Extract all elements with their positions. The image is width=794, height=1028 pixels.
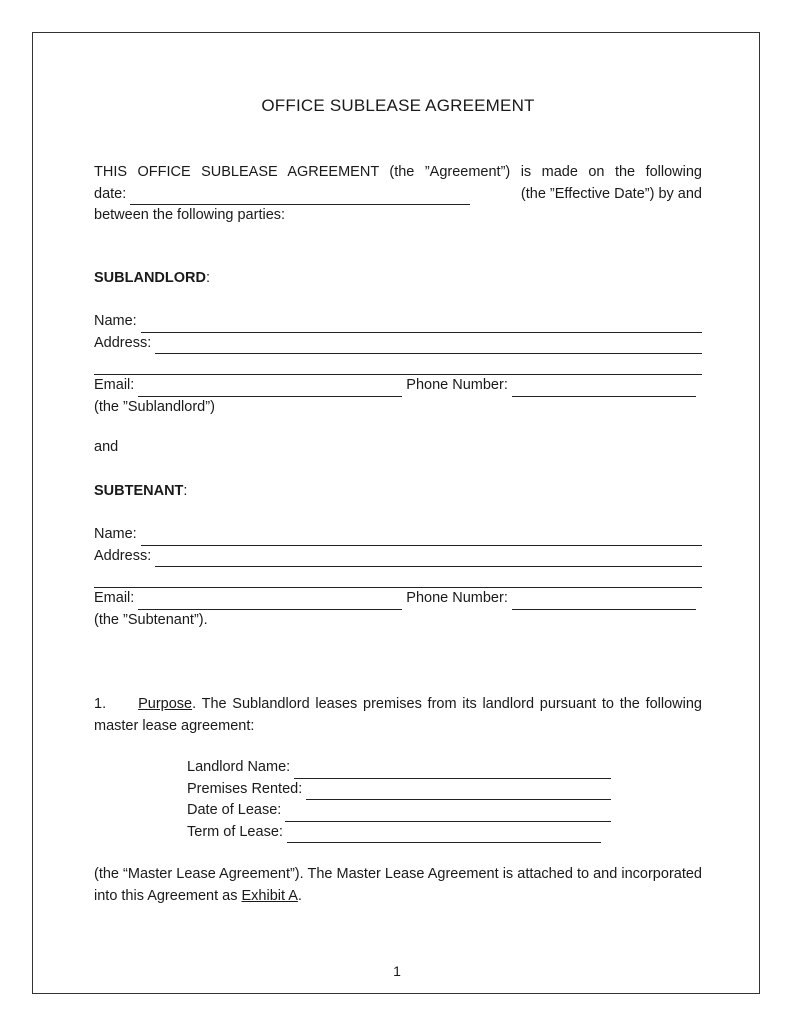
sublandlord-defined-as: (the ”Sublandlord”) <box>94 398 215 415</box>
section-1-number: 1. <box>94 696 107 712</box>
subtenant-heading-colon: : <box>183 483 188 499</box>
subtenant-name-row <box>94 524 702 546</box>
section-1-heading: Purpose <box>138 696 193 712</box>
sublandlord-name-row <box>94 311 702 333</box>
sublandlord-heading-text: SUBLANDLORD <box>94 270 206 286</box>
sublandlord-phone-label: Phone Number: <box>406 377 508 393</box>
intro-paragraph <box>94 162 702 227</box>
subtenant-heading <box>94 481 702 503</box>
premises-rented-label: Premises Rented: <box>187 780 303 797</box>
term-of-lease-field[interactable] <box>287 827 601 843</box>
subtenant-defined-as: (the ”Subtenant”). <box>94 611 208 628</box>
sublandlord-address-label: Address: <box>94 334 152 351</box>
sublandlord-email-field[interactable] <box>138 381 402 397</box>
premises-rented-row <box>187 779 617 801</box>
intro-line-2 <box>94 184 702 206</box>
intro-line-3: between the following parties: <box>94 207 286 223</box>
intro-line-1: THIS OFFICE SUBLEASE AGREEMENT (the ”Agreement”) is made on the following <box>94 164 702 180</box>
sublandlord-contact-row <box>94 375 702 397</box>
subtenant-contact-row <box>94 588 702 610</box>
sublandlord-email-label: Email: <box>94 377 135 393</box>
subtenant-fields <box>94 524 702 631</box>
sublandlord-heading-colon: : <box>205 270 210 286</box>
section-1-text: . The Sublandlord leases premises from its landlord pursuant to the following master lease agreement: <box>94 696 702 734</box>
sublandlord-address-field-2[interactable] <box>94 360 702 375</box>
sublandlord-name-field[interactable] <box>141 317 702 333</box>
document-page <box>32 32 760 994</box>
premises-rented-field[interactable] <box>306 784 611 800</box>
landlord-name-label: Landlord Name: <box>187 759 291 775</box>
effective-date-label: date: <box>94 185 127 202</box>
date-of-lease-row <box>187 800 617 822</box>
date-of-lease-field[interactable] <box>285 806 611 822</box>
subtenant-phone-label: Phone Number: <box>406 590 508 606</box>
sublandlord-heading <box>94 268 702 290</box>
subtenant-name-label: Name: <box>94 526 137 542</box>
exhibit-a-reference: Exhibit A <box>241 887 298 904</box>
section-1-paragraph <box>94 694 702 737</box>
subtenant-email-field[interactable] <box>138 594 402 610</box>
date-of-lease-label: Date of Lease: <box>187 802 282 818</box>
sublandlord-phone-field[interactable] <box>512 381 696 397</box>
subtenant-address-label: Address: <box>94 547 152 564</box>
section-1-closing-period: . <box>297 887 302 904</box>
subtenant-address-field-2[interactable] <box>94 573 702 588</box>
page-number: 1 <box>393 963 401 979</box>
subtenant-phone-field[interactable] <box>512 594 696 610</box>
subtenant-heading-text: SUBTENANT <box>94 483 184 499</box>
subtenant-email-label: Email: <box>94 590 135 606</box>
sublandlord-address-row <box>94 333 702 355</box>
subtenant-address-field[interactable] <box>155 551 702 567</box>
master-lease-fields <box>187 757 617 843</box>
document-title: OFFICE SUBLEASE AGREEMENT <box>261 96 535 115</box>
subtenant-address-row <box>94 546 702 568</box>
effective-date-field[interactable] <box>130 189 470 205</box>
section-1-closing <box>94 864 702 907</box>
subtenant-name-field[interactable] <box>141 530 702 546</box>
effective-date-suffix: (the ”Effective Date”) by and <box>520 185 702 202</box>
section-1-closing-text: (the “Master Lease Agreement”). The Master Lease Agreement is attached to and incorporated into this Agreement as <box>94 866 702 904</box>
and-text: and <box>94 439 119 455</box>
term-of-lease-label: Term of Lease: <box>187 823 283 840</box>
sublandlord-address-field[interactable] <box>155 338 702 354</box>
sublandlord-name-label: Name: <box>94 313 137 329</box>
landlord-name-row <box>187 757 617 779</box>
landlord-name-field[interactable] <box>294 763 611 779</box>
sublandlord-fields <box>94 311 702 418</box>
term-of-lease-row <box>187 822 617 844</box>
